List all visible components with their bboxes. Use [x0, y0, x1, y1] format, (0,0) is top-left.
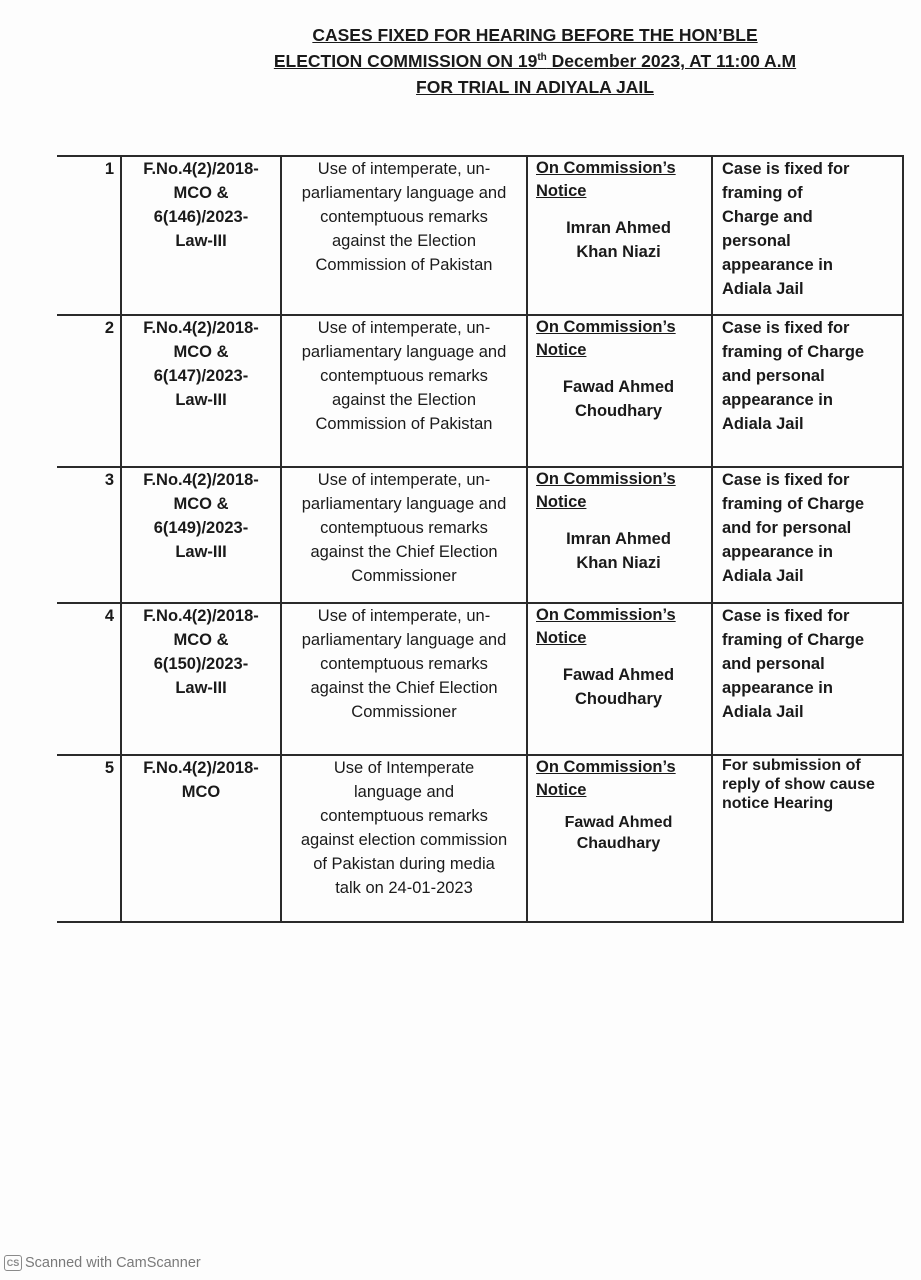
case-subject: Use of intemperate, un- parliamentary language and contemptuous remarks against the Election Commission of Pakistan	[281, 156, 527, 315]
scanner-watermark	[4, 1255, 201, 1271]
title-line-3: FOR TRIAL IN ADIYALA JAIL	[416, 77, 654, 97]
case-status: Case is fixed for framing of Charge and personal appearance in Adiala Jail	[712, 156, 903, 315]
table-row	[57, 603, 903, 755]
case-party	[527, 315, 712, 467]
notice-label: On Commission’s Notice	[536, 606, 676, 647]
respondent-name: Fawad Ahmed Choudhary	[562, 378, 675, 420]
case-subject: Use of intemperate, un- parliamentary language and contemptuous remarks against the Chief Election Commissioner	[281, 603, 527, 755]
table-row	[57, 467, 903, 603]
case-number: 2	[57, 315, 121, 467]
title-line-2: ELECTION COMMISSION ON 19th December 2023, AT 11:00 A.M	[273, 51, 797, 71]
camscanner-icon: CS	[4, 1255, 22, 1271]
case-subject: Use of Intemperate language and contemptuous remarks against election commission of Pakistan during media talk on 24-01-2023	[281, 755, 527, 922]
respondent-name: Imran Ahmed Khan Niazi	[566, 530, 671, 572]
file-number: F.No.4(2)/2018- MCO & 6(150)/2023- Law-III	[121, 603, 281, 755]
case-status: Case is fixed for framing of Charge and for personal appearance in Adiala Jail	[712, 467, 903, 603]
case-number: 3	[57, 467, 121, 603]
respondent-name: Fawad Ahmed Choudhary	[562, 666, 675, 708]
table-row	[57, 755, 903, 922]
title-line-1: CASES FIXED FOR HEARING BEFORE THE HON’BLE	[312, 25, 758, 45]
notice-label: On Commission’s Notice	[536, 318, 676, 359]
notice-label: On Commission’s Notice	[536, 159, 676, 200]
case-number: 1	[57, 156, 121, 315]
watermark-text: Scanned with CamScanner	[25, 1255, 201, 1271]
respondent-name: Fawad Ahmed Chaudhary	[564, 814, 673, 852]
file-number: F.No.4(2)/2018- MCO & 6(147)/2023- Law-III	[121, 315, 281, 467]
notice-label: On Commission’s Notice	[536, 758, 676, 799]
notice-label: On Commission’s Notice	[536, 470, 676, 511]
case-subject: Use of intemperate, un- parliamentary language and contemptuous remarks against the Chief Election Commissioner	[281, 467, 527, 603]
table-row	[57, 156, 903, 315]
respondent-name: Imran Ahmed Khan Niazi	[566, 219, 671, 261]
table-row	[57, 315, 903, 467]
case-subject: Use of intemperate, un- parliamentary language and contemptuous remarks against the Election Commission of Pakistan	[281, 315, 527, 467]
case-party	[527, 467, 712, 603]
case-party	[527, 603, 712, 755]
file-number: F.No.4(2)/2018- MCO & 6(146)/2023- Law-III	[121, 156, 281, 315]
file-number: F.No.4(2)/2018- MCO	[121, 755, 281, 922]
file-number: F.No.4(2)/2018- MCO & 6(149)/2023- Law-III	[121, 467, 281, 603]
cases-table	[57, 155, 904, 923]
case-number: 4	[57, 603, 121, 755]
case-status: Case is fixed for framing of Charge and personal appearance in Adiala Jail	[712, 603, 903, 755]
case-party	[527, 755, 712, 922]
case-status: Case is fixed for framing of Charge and personal appearance in Adiala Jail	[712, 315, 903, 467]
case-party	[527, 156, 712, 315]
document-title	[200, 22, 870, 100]
case-status: For submission of reply of show cause notice Hearing	[712, 755, 903, 922]
case-number: 5	[57, 755, 121, 922]
